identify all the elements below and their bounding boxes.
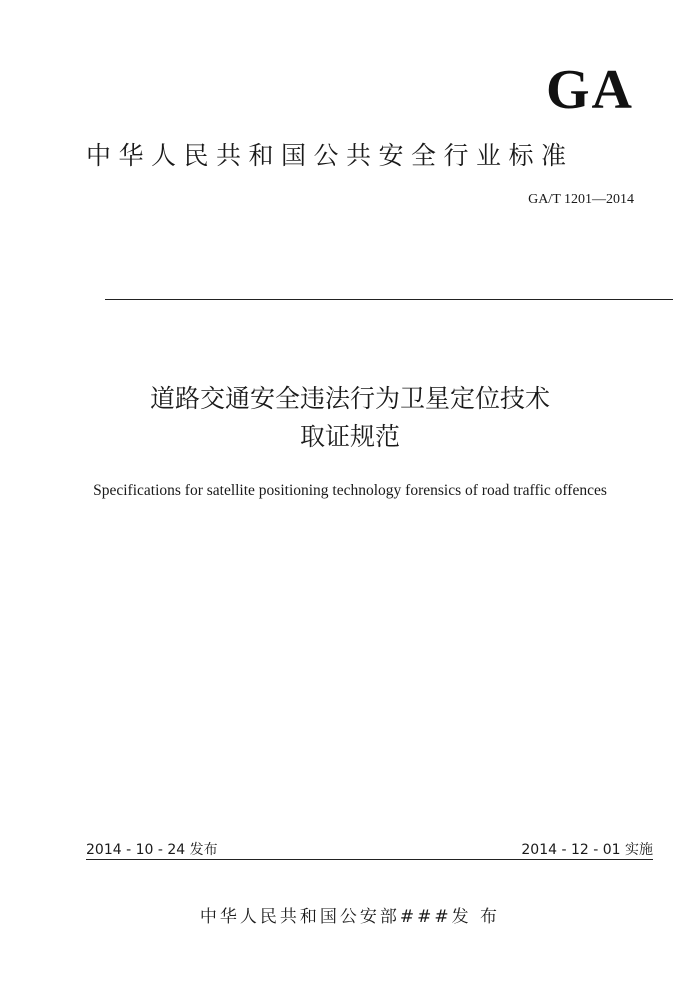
chinese-title-line-1: 道路交通安全违法行为卫星定位技术 — [149, 384, 550, 413]
standard-number: GA/T 1201—2014 — [528, 192, 634, 207]
publisher: 中华人民共和国公安部###发 布 — [199, 907, 501, 927]
bottom-divider — [86, 859, 653, 860]
chinese-title-line-2: 取证规范 — [299, 422, 400, 451]
top-divider — [105, 299, 673, 300]
implementation-date: 2014 - 12 - 01 实施 — [521, 842, 653, 858]
date-row — [86, 839, 653, 859]
issue-date: 2014 - 10 - 24 发布 — [86, 842, 218, 858]
chinese-title — [0, 380, 700, 456]
standard-category: 中华人民共和国公共安全行业标准 — [86, 141, 574, 170]
ga-logo: GA — [546, 59, 634, 121]
english-title: Specifications for satellite positioning technology forensics of road traffic offences — [93, 482, 607, 499]
